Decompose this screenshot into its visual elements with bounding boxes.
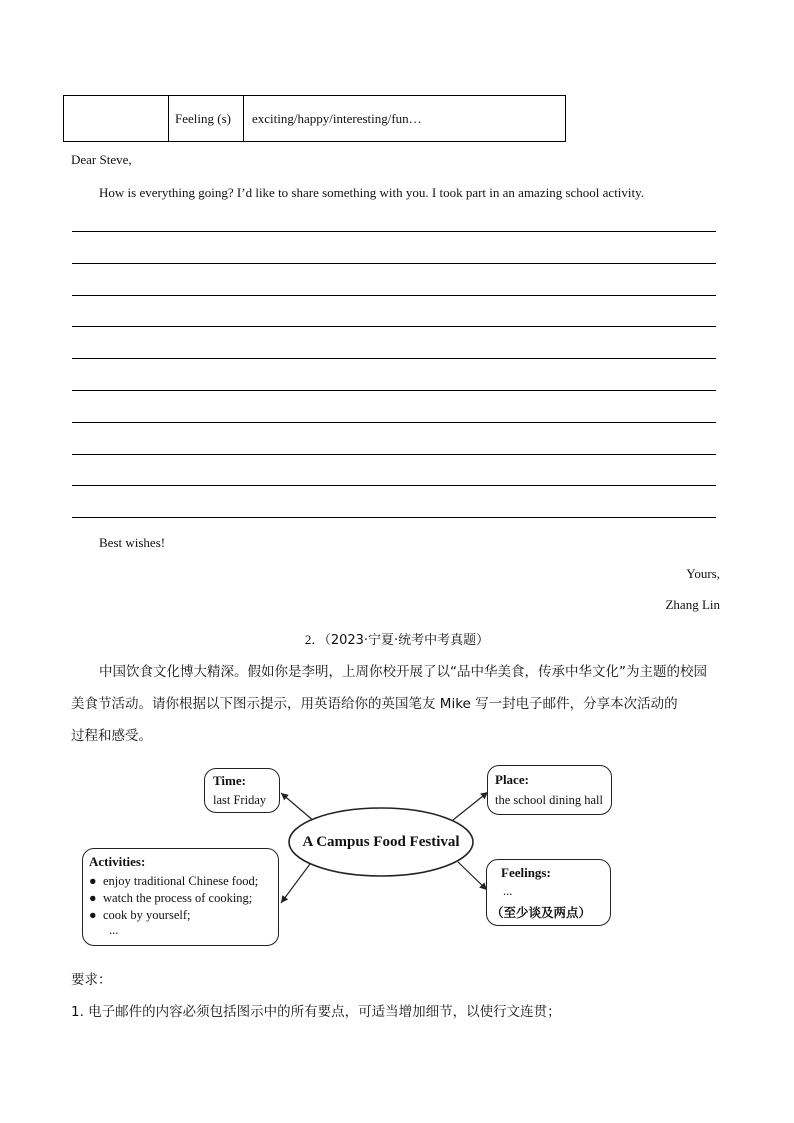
prompt-line-2: 美食节活动。请你根据以下图示提示，用英语给你的英国笔友 Mike 写一封电子邮件，分享本次活动的 bbox=[71, 696, 678, 712]
activities-label: Activities: bbox=[89, 854, 146, 869]
letter-closing: Best wishes! bbox=[99, 535, 166, 550]
letter-salutation: Dear Steve, bbox=[71, 152, 132, 167]
requirement-1: 1. 电子邮件的内容必须包括图示中的所有要点，可适当增加细节，以使行文连贯； bbox=[71, 1004, 561, 1020]
mindmap-place-box bbox=[487, 765, 612, 815]
requirements-title: 要求： bbox=[71, 972, 112, 988]
activity-more: ... bbox=[109, 923, 119, 937]
arrow-to-place bbox=[453, 792, 488, 820]
table-cell-feeling-header: Feeling (s) bbox=[169, 96, 244, 141]
mindmap-feelings-box bbox=[486, 859, 611, 926]
feelings-label: Feelings: bbox=[501, 865, 551, 880]
letter-opening: How is everything going? I’d like to share something with you. I took part in an amazing school activity. bbox=[99, 185, 645, 200]
activity-item-2: ● watch the process of cooking; bbox=[89, 891, 253, 905]
table-cell-feeling-words: exciting/happy/interesting/fun… bbox=[252, 110, 422, 126]
time-label: Time: bbox=[213, 773, 246, 788]
feelings-note: （至少谈及两点） bbox=[491, 905, 592, 920]
arrow-to-activities bbox=[281, 864, 310, 903]
activity-item-3: ● cook by yourself; bbox=[89, 908, 191, 922]
activity-item-1: ● enjoy traditional Chinese food; bbox=[89, 874, 259, 888]
letter-signoff: Yours, bbox=[686, 566, 720, 581]
place-label: Place: bbox=[495, 772, 529, 787]
mindmap-time-box bbox=[204, 768, 280, 813]
letter-signature: Zhang Lin bbox=[665, 597, 720, 612]
feelings-more: ... bbox=[503, 884, 513, 898]
place-value: the school dining hall bbox=[495, 793, 603, 807]
question-source: （2023·宁夏·统考中考真题） bbox=[324, 633, 490, 648]
arrow-to-time bbox=[281, 793, 315, 822]
mindmap-center-title: A Campus Food Festival bbox=[302, 834, 460, 850]
prompt-line-1: 中国饮食文化博大精深。假如你是李明，上周你校开展了以“品中华美食，传承中华文化”为主题的校园 bbox=[99, 664, 707, 680]
arrow-to-feelings bbox=[458, 862, 487, 890]
time-value: last Friday bbox=[213, 793, 267, 807]
mindmap-activities-box bbox=[82, 848, 279, 946]
prompt-line-3: 过程和感受。 bbox=[71, 728, 152, 744]
question-number: 2． bbox=[304, 632, 325, 647]
